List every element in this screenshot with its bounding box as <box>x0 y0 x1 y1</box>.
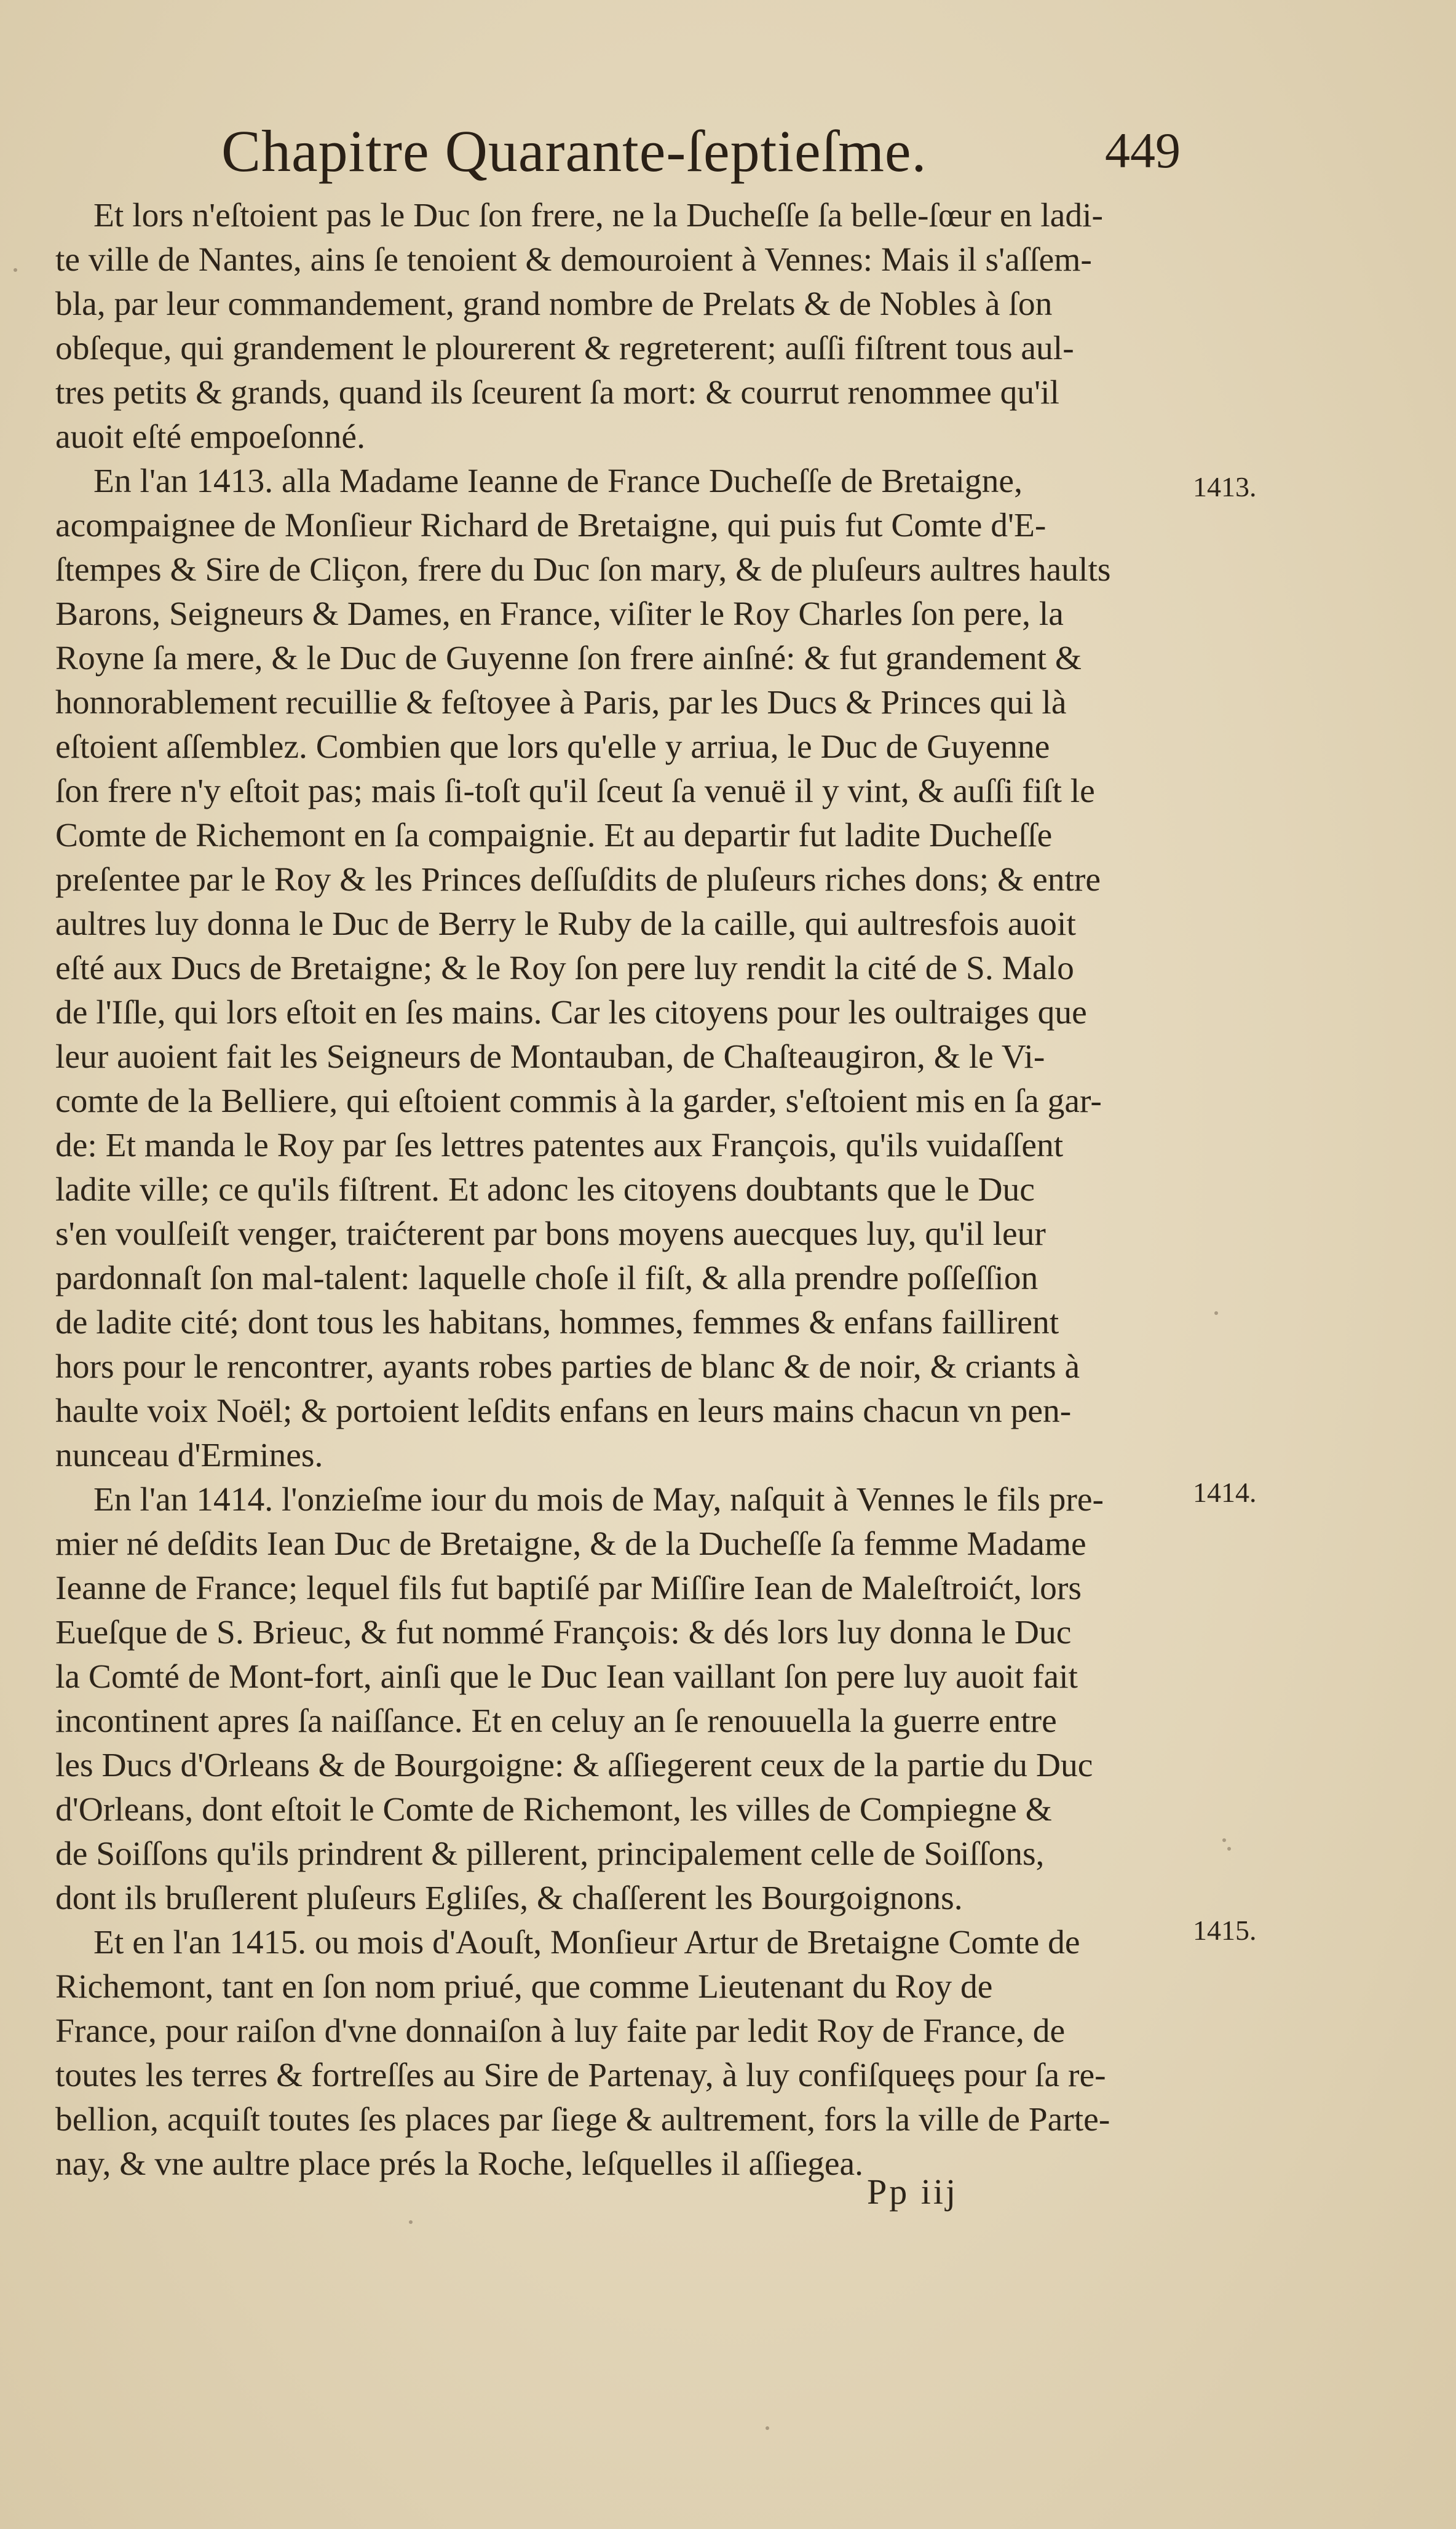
text-line: nay, & vne aultre place prés la Roche, leſquelles il aſſiegea. <box>55 2145 863 2183</box>
body-text <box>55 194 1181 2186</box>
page-number: 449 <box>1105 122 1181 178</box>
margin-note-year: 1415. <box>1193 1915 1257 1946</box>
text-line: ſtempes & Sire de Cliçon, frere du Duc ſon mary, & de pluſeurs aultres haults <box>55 551 1111 589</box>
paragraph-3 <box>55 1478 1181 1921</box>
text-line: d'Orleans, dont eſtoit le Comte de Richemont, les villes de Compiegne & <box>55 1791 1052 1828</box>
text-line: comte de la Belliere, qui eſtoient commis à la garder, s'eſtoient mis en ſa gar- <box>55 1082 1102 1120</box>
text-line: de ladite cité; dont tous les habitans, hommes, femmes & enfans faillirent <box>55 1304 1059 1341</box>
text-line: s'en voulſeiſt venger, traićterent par bons moyens auecques luy, qu'il leur <box>55 1215 1046 1253</box>
text-line: ladite ville; ce qu'ils fiſtrent. Et adonc les citoyens doubtants que le Duc <box>55 1171 1035 1209</box>
ink-speck <box>1214 1311 1218 1315</box>
text-line: hors pour le rencontrer, ayants robes parties de blanc & de noir, & criants à <box>55 1348 1080 1386</box>
text-line: aultres luy donna le Duc de Berry le Ruby de la caille, qui aultresfois auoit <box>55 905 1076 943</box>
text-line: En l'an 1413. alla Madame Ieanne de France Ducheſſe de Bretaigne, <box>93 463 1023 500</box>
text-line: Comte de Richemont en ſa compaignie. Et au departir fut ladite Ducheſſe <box>55 817 1053 854</box>
ink-speck <box>1222 1838 1226 1842</box>
margin-note-year: 1413. <box>1193 471 1257 502</box>
text-line: Royne ſa mere, & le Duc de Guyenne ſon frere ainſné: & fut grandement & <box>55 640 1082 677</box>
text-line: la Comté de Mont-fort, ainſi que le Duc Iean vaillant ſon pere luy auoit fait <box>55 1658 1078 1696</box>
text-line: pardonnaſt ſon mal-talent: laquelle choſe il fiſt, & alla prendre poſſeſſion <box>55 1260 1039 1297</box>
text-line: incontinent apres ſa naiſſance. Et en celuy an ſe renouuella la guerre entre <box>55 1702 1057 1740</box>
text-line: te ville de Nantes, ains ſe tenoient & demouroient à Vennes: Mais il s'aſſem- <box>55 241 1092 279</box>
ink-speck <box>14 268 17 272</box>
text-line: Richemont, tant en ſon nom priué, que comme Lieutenant du Roy de <box>55 1968 993 2006</box>
ink-speck <box>409 2220 413 2224</box>
text-line: En l'an 1414. l'onzieſme iour du mois de May, naſquit à Vennes le fils pre- <box>93 1481 1104 1519</box>
signature-mark: Pp iij <box>867 2172 959 2212</box>
paragraph-1 <box>55 194 1181 459</box>
text-line: leur auoient fait les Seigneurs de Montauban, de Chaſteaugiron, & le Vi- <box>55 1038 1045 1076</box>
text-line: mier né deſdits Iean Duc de Bretaigne, & de la Ducheſſe ſa femme Madame <box>55 1525 1086 1563</box>
text-line: Et lors n'eſtoient pas le Duc ſon frere, ne la Ducheſſe ſa belle-ſœur en ladi- <box>93 197 1103 234</box>
text-line: nunceau d'Ermines. <box>55 1437 323 1474</box>
text-line: bellion, acquiſt toutes ſes places par ſiege & aultrement, fors la ville de Parte- <box>55 2101 1110 2138</box>
margin-note-year: 1414. <box>1193 1477 1257 1508</box>
running-title: Chapitre Quarante-ſeptieſme. <box>221 118 927 184</box>
ink-speck <box>1227 1847 1231 1851</box>
paragraph-4 <box>55 1921 1181 2186</box>
text-line: bla, par leur commandement, grand nombre de Prelats & de Nobles à ſon <box>55 285 1053 323</box>
text-line: eſté aux Ducs de Bretaigne; & le Roy ſon pere luy rendit la cité de S. Malo <box>55 950 1074 987</box>
text-line: Ieanne de France; lequel fils fut baptiſé par Miſſire Iean de Maleſtroićt, lors <box>55 1570 1082 1607</box>
text-line: de l'Iſle, qui lors eſtoit en ſes mains. Car les citoyens pour les oultraiges que <box>55 994 1087 1031</box>
text-line: Barons, Seigneurs & Dames, en France, viſiter le Roy Charles ſon pere, la <box>55 595 1064 633</box>
text-line: Et en l'an 1415. ou mois d'Aouſt, Monſieur Artur de Bretaigne Comte de <box>93 1924 1080 1961</box>
text-line: de: Et manda le Roy par ſes lettres patentes aux François, qu'ils vuidaſſent <box>55 1127 1064 1164</box>
text-line: eſtoient aſſemblez. Combien que lors qu'elle y arriua, le Duc de Guyenne <box>55 728 1050 766</box>
text-line: acompaignee de Monſieur Richard de Bretaigne, qui puis fut Comte d'E- <box>55 507 1046 544</box>
paragraph-2 <box>55 459 1181 1478</box>
text-line: de Soiſſons qu'ils prindrent & pillerent, principalement celle de Soiſſons, <box>55 1835 1045 1873</box>
text-line: auoit eſté empoeſonné. <box>55 418 365 456</box>
text-line: Eueſque de S. Brieuc, & fut nommé François: & dés lors luy donna le Duc <box>55 1614 1072 1651</box>
text-line: toutes les terres & fortreſſes au Sire de Partenay, à luy confiſqueęs pour ſa re- <box>55 2057 1106 2094</box>
text-line: dont ils bruſlerent pluſeurs Egliſes, & chaſſerent les Bourgoignons. <box>55 1880 963 1917</box>
text-line: tres petits & grands, quand ils ſceurent ſa mort: & courrut renommee qu'il <box>55 374 1059 411</box>
text-line: les Ducs d'Orleans & de Bourgoigne: & aſſiegerent ceux de la partie du Duc <box>55 1747 1093 1784</box>
ink-speck <box>766 2426 769 2430</box>
text-line: France, pour raiſon d'vne donnaiſon à luy faite par ledit Roy de France, de <box>55 2012 1066 2050</box>
text-line: obſeque, qui grandement le plourerent & regreterent; auſſi fiſtrent tous aul- <box>55 330 1074 367</box>
text-line: haulte voix Noël; & portoient leſdits enfans en leurs mains chacun vn pen- <box>55 1392 1072 1430</box>
page-header <box>221 117 1181 203</box>
text-line: ſon frere n'y eſtoit pas; mais ſi-toſt qu'il ſceut ſa venuë il y vint, & auſſi fiſt le <box>55 772 1095 810</box>
text-line: honnorablement recuillie & feſtoyee à Paris, par les Ducs & Princes qui là <box>55 684 1067 721</box>
text-line: preſentee par le Roy & les Princes deſſuſdits de pluſeurs riches dons; & entre <box>55 861 1101 899</box>
